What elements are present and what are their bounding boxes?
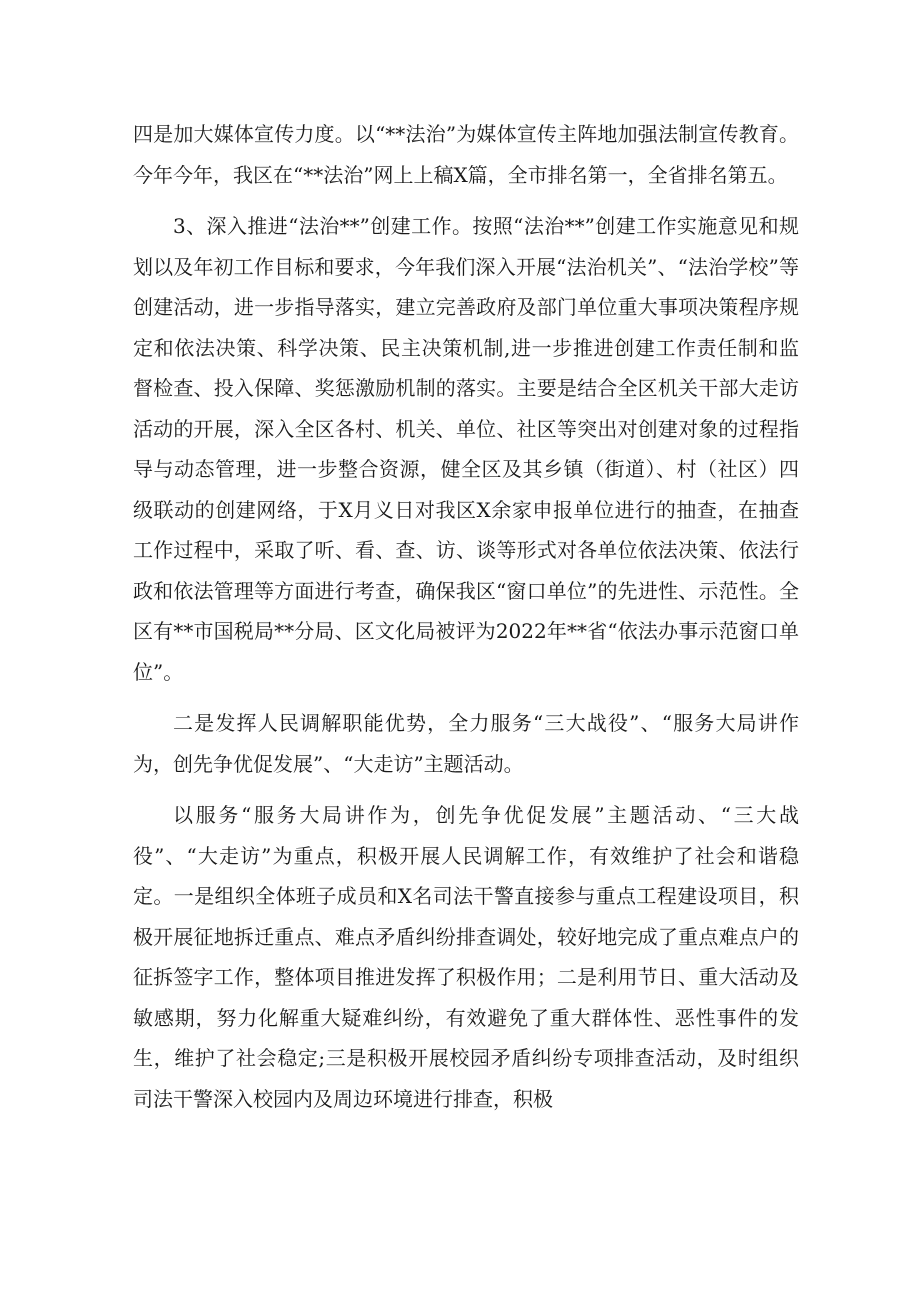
paragraph-mediation-details: 以服务“服务大局讲作为，创先争优促发展”主题活动、“三大战役”、“大走访”为重点，积极开展人民调解工作，有效维护了社会和谐稳定。一是组织全体班子成员和X名司法干警直接参与重点工程建设项目，积极开展征地拆迁重点、难点矛盾纠纷排查调处，较好地完成了重点难点户的征拆签字工作，整体项目推进发挥了积极作用；二是利用节日、重大活动及敏感期，努力化解重大疑难纠纷，有效避免了重大群体性、恶性事件的发生，维护了社会稳定;三是积极开展校园矛盾纠纷专项排查活动，及时组织司法干警深入校园内及周边环境进行排查，积极 (133, 803, 799, 1111)
paragraph-rule-of-law-creation: 3、深入推进“法治**”创建工作。按照“法治**”创建工作实施意见和规划以及年初工作目标和要求，今年我们深入开展“法治机关”、“法治学校”等创建活动，进一步指导落实，建立完善政府及部门单位重大事项决策程序规定和依法决策、科学决策、民主决策机制,进一步推进创建工作责任制和监督检查、投入保障、奖惩激励机制的落实。主要是结合全区机关干部大走访活动的开展，深入全区各村、机关、单位、社区等突出对创建对象的过程指导与动态管理，进一步整合资源，健全区及其乡镇（街道）、村（社区）四级联动的创建网络，于X月义日对我区X余家申报单位进行的抽查，在抽查工作过程中，采取了听、看、查、访、谈等形式对各单位依法决策、依法行政和依法管理等方面进行考查，确保我区“窗口单位”的先进性、示范性。全区有**市国税局**分局、区文化局被评为2022年**省“依法办事示范窗口单位”。 (133, 214, 799, 684)
paragraph-media-publicity: 四是加大媒体宣传力度。以“**法治”为媒体宣传主阵地加强法制宣传教育。今年今年，我区在“**法治”网上上稿X篇，全市排名第一，全省排名第五。 (133, 122, 799, 187)
paragraph-mediation-heading: 二是发挥人民调解职能优势，全力服务“三大战役”、“服务大局讲作为，创先争优促发展”、“大走访”主题活动。 (133, 711, 799, 776)
document-body (133, 114, 799, 1130)
